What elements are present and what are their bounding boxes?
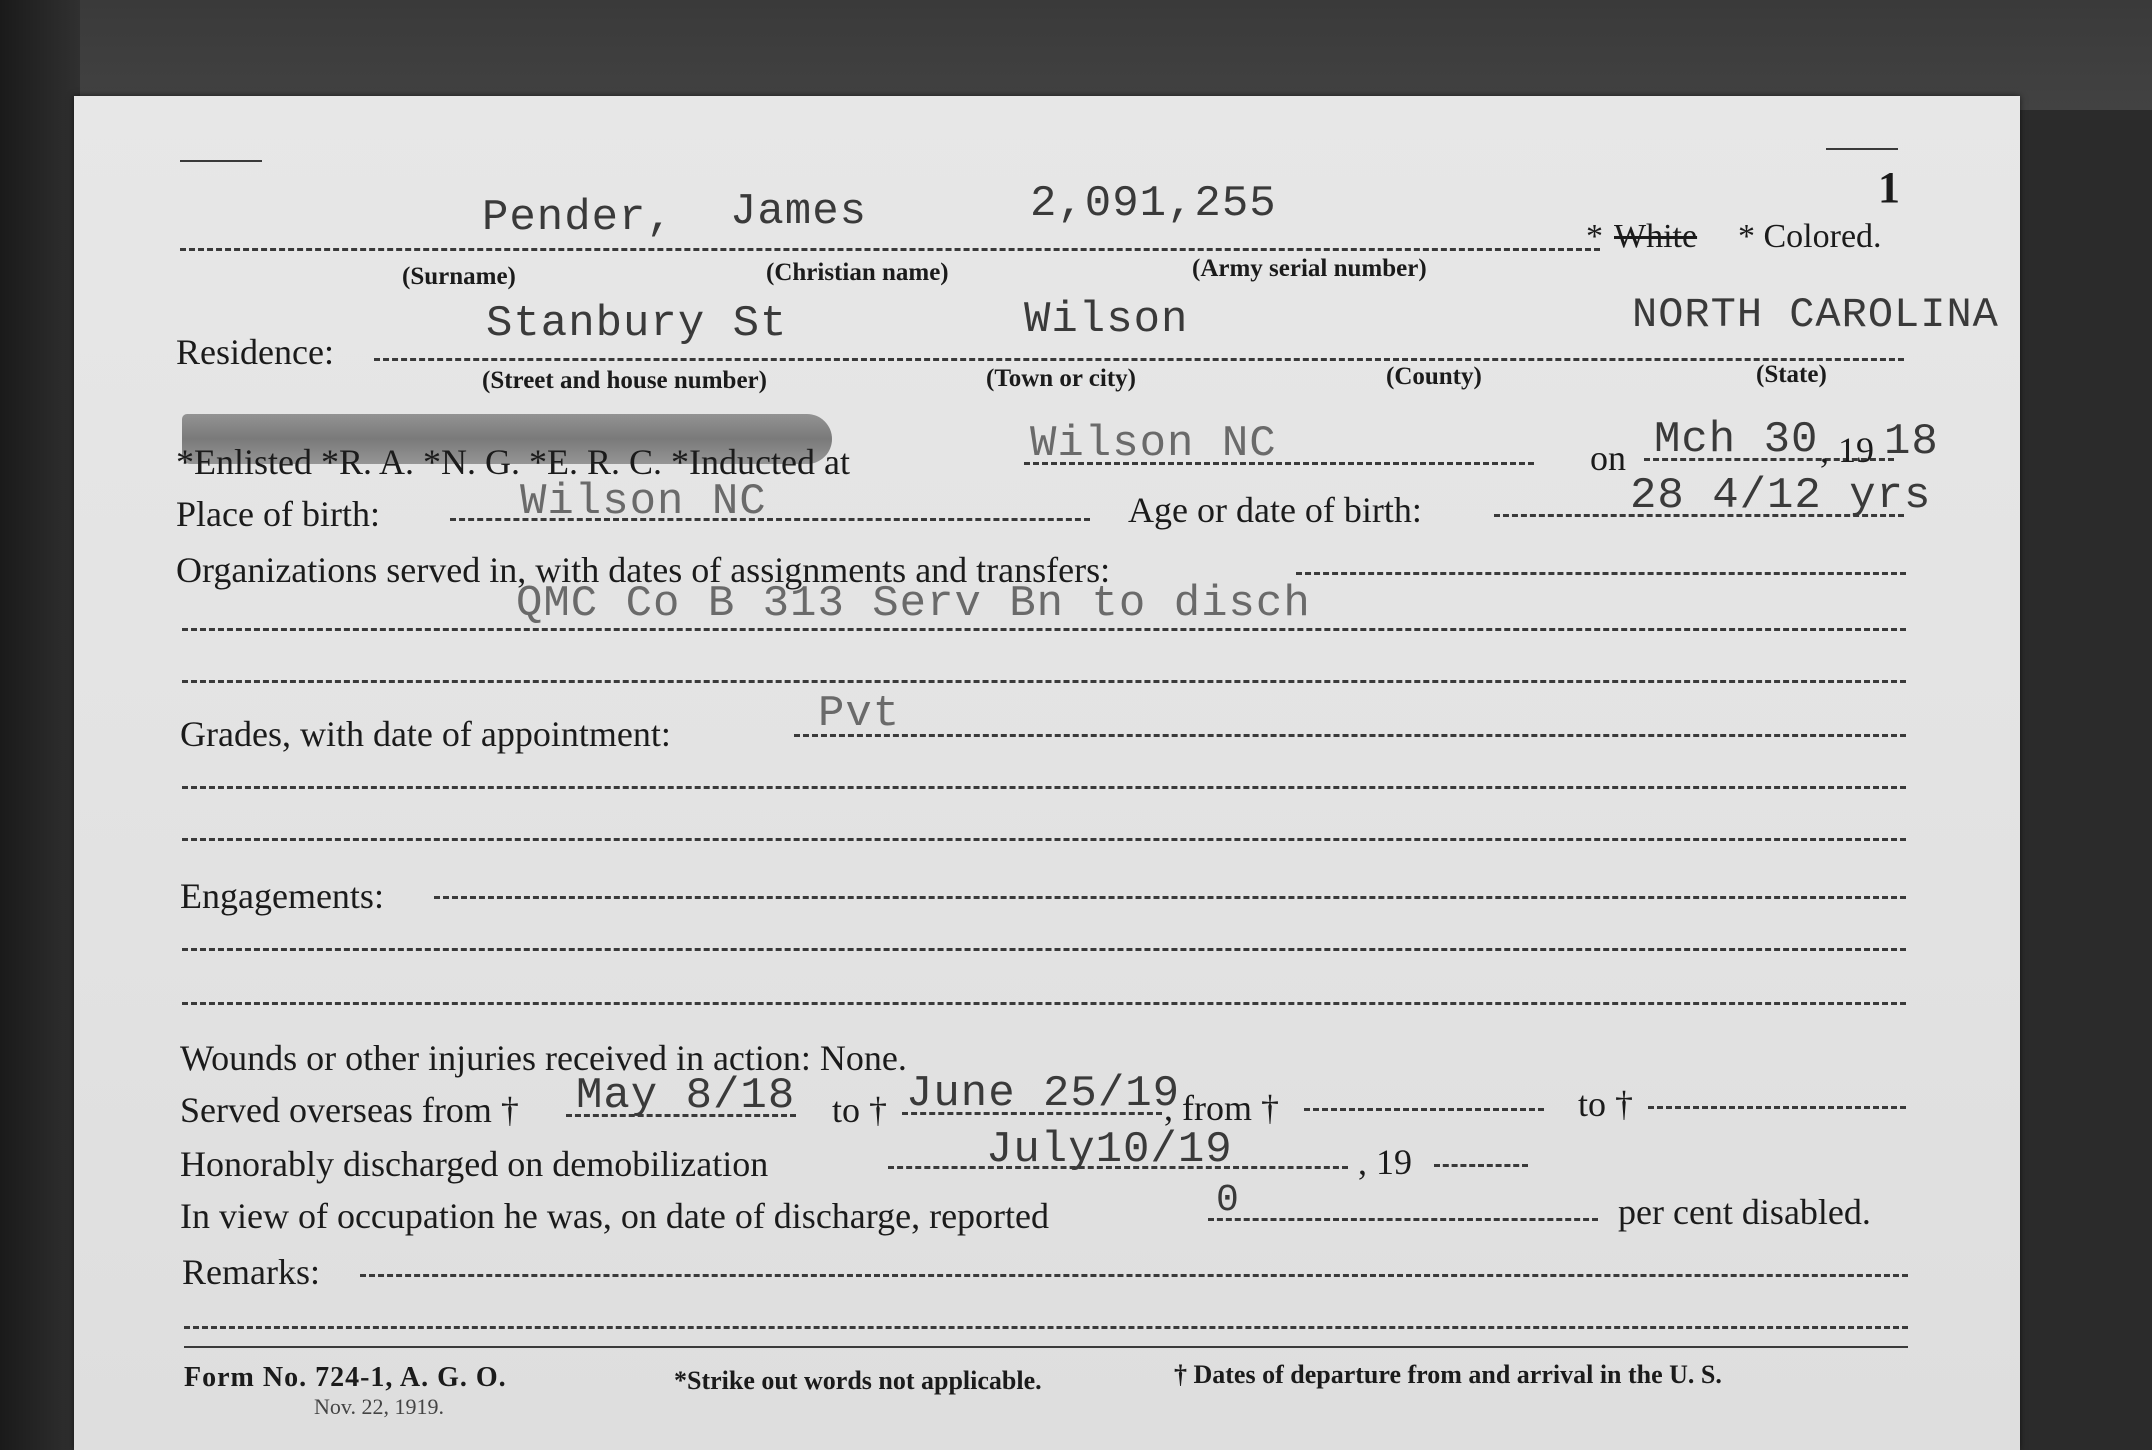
age-value: 28 4/12 yrs [1630,471,1932,521]
race-colored: * Colored. [1738,218,1882,255]
street-caption: (Street and house number) [482,367,767,394]
discharge-date-line [888,1166,1348,1169]
year-prefix: , 19 [1820,430,1874,470]
background-top [0,0,2152,110]
enlistment-label: *Enlisted *R. A. *N. G. *E. R. C. *Inducted at [176,442,850,482]
christian-name-caption: (Christian name) [766,259,949,286]
grades-line-1 [794,734,1906,737]
dates-note: † Dates of departure from and arrival in the U. S. [1174,1360,1722,1389]
grades-line-2 [182,786,1906,789]
on-label: on [1590,438,1626,478]
race-star: * [1586,218,1603,255]
overseas-from-label: Served overseas from † [180,1090,519,1130]
serial-number-value: 2,091,255 [1030,179,1277,229]
name-line [180,248,1600,251]
footer-rule [184,1346,1908,1348]
inducted-place-line [1024,462,1534,465]
disability-label: In view of occupation he was, on date of discharge, reported [180,1196,1050,1236]
grades-label: Grades, with date of appointment: [180,714,671,754]
overseas-to-line [902,1112,1162,1115]
remarks-line-1 [360,1274,1908,1277]
grades-line-3 [182,838,1906,841]
engagements-line-3 [182,1002,1906,1005]
organizations-line-1 [1296,572,1906,575]
overseas-to2-label: to † [1578,1084,1634,1124]
state-caption: (State) [1756,361,1827,388]
surname-value: Pender, [482,193,674,243]
inducted-place-value: Wilson NC [1030,419,1277,469]
engagements-line-1 [434,896,1906,899]
county-caption: (County) [1386,363,1482,390]
place-of-birth-label: Place of birth: [176,494,380,534]
organizations-value: QMC Co B 313 Serv Bn to disch [516,579,1311,629]
town-caption: (Town or city) [986,365,1136,392]
age-label: Age or date of birth: [1128,490,1422,530]
organizations-label: Organizations served in, with dates of assignments and transfers: [176,550,1111,590]
discharge-label: Honorably discharged on demobilization [180,1144,769,1184]
corner-mark-left [180,160,262,162]
engagements-label: Engagements: [180,876,384,916]
state-value: NORTH CAROLINA [1632,291,1999,339]
inducted-date-value: Mch 30 [1654,415,1819,465]
discharge-year-label: , 19 [1358,1142,1412,1182]
overseas-to-value: June 25/19 [906,1069,1181,1119]
place-of-birth-line [450,518,1090,521]
race-white-struck: White [1614,218,1698,255]
overseas-from2-line [1304,1108,1544,1111]
discharge-date-value: July10/19 [986,1125,1233,1175]
remarks-line-2 [184,1326,1908,1329]
service-record-card [74,96,2020,1450]
remarks-label: Remarks: [182,1252,320,1292]
form-number: Form No. 724-1, A. G. O. [184,1362,507,1393]
overseas-from-value: May 8/18 [576,1071,796,1121]
background-left [0,0,80,1450]
wounds-label: Wounds or other injuries received in action: None. [180,1038,907,1078]
serial-caption: (Army serial number) [1192,255,1427,282]
grades-value: Pvt [818,689,901,739]
organizations-line-2 [182,628,1906,631]
disability-line [1208,1218,1598,1221]
discharge-year-line [1434,1164,1528,1167]
organizations-line-3 [182,680,1906,683]
form-date: Nov. 22, 1919. [314,1394,444,1419]
age-line [1494,514,1904,517]
residence-line [374,358,1904,361]
place-of-birth-value: Wilson NC [520,477,767,527]
card-number: 1 [1878,163,1900,212]
disability-value: 0 [1216,1179,1240,1222]
engagements-line-2 [182,948,1906,951]
overseas-from-line [566,1114,796,1117]
overseas-from2-label: , from † [1164,1088,1279,1128]
surname-caption: (Surname) [402,263,516,290]
christian-name-value: James [730,187,868,237]
corner-mark-right [1826,148,1898,150]
overseas-to2-line [1648,1106,1906,1109]
residence-label: Residence: [176,332,334,372]
strike-out-note: *Strike out words not applicable. [674,1366,1042,1395]
street-value: Stanbury St [486,299,788,349]
town-value: Wilson [1024,295,1189,345]
disability-suffix: per cent disabled. [1618,1192,1871,1232]
overseas-to-label: to † [832,1090,888,1130]
inducted-year-value: 18 [1884,417,1939,467]
